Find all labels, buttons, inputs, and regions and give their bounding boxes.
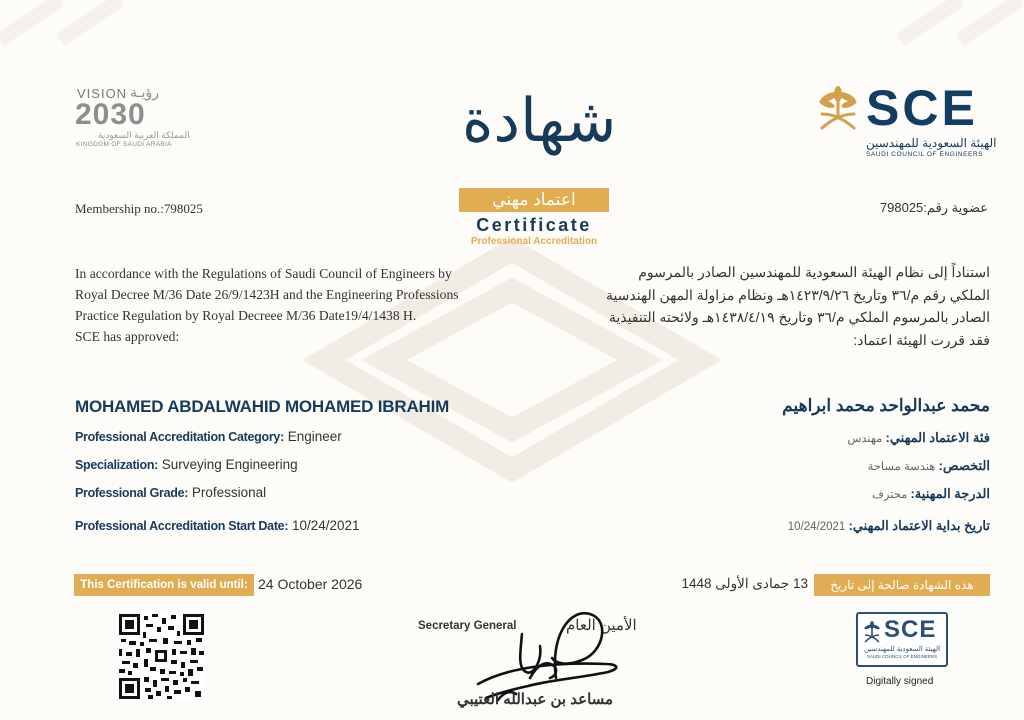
intro-line: SCE has approved:	[75, 329, 180, 344]
intro-line: Practice Regulation by Royal Decreee M/36 Date19/4/1438 H.	[75, 308, 417, 323]
signer-name-ar: مساعد بن عبدالله العتيبي	[457, 691, 614, 708]
sce-logo-name-en: SAUDI COUNCIL OF ENGINEERS	[866, 151, 984, 158]
intro-line-ar: الصادر بالمرسوم الملكي م/٣٦ وتاريخ ١٤٣٨/٤/١٩هـ ولائحته التنفيذية	[608, 309, 990, 325]
field-label-ar: التخصص:	[938, 458, 990, 473]
field-value: 10/24/2021	[288, 518, 360, 533]
intro-line: In accordance with the Regulations of Saudi Council of Engineers by	[75, 266, 452, 281]
accreditation-category-ar	[847, 430, 990, 446]
professional-grade-en	[75, 485, 266, 500]
accreditation-start-date-ar	[788, 518, 990, 534]
vision-kingdom-en: KINGDOM OF SAUDI ARABIA	[76, 141, 172, 148]
field-label: Professional Accreditation Start Date:	[75, 519, 289, 533]
secretary-general-title-en: Secretary General	[418, 620, 517, 632]
certificate-title-en: Certificate	[476, 215, 592, 235]
field-label: Professional Accreditation Category:	[75, 430, 284, 444]
membership-number-ar: عضوية رقم:798025	[879, 200, 988, 215]
field-value-ar: محترف	[871, 489, 911, 501]
field-label-ar: الدرجة المهنية:	[910, 486, 990, 501]
digital-sce-logo-text: SCE	[884, 616, 937, 643]
vision-label: VISION	[77, 86, 128, 101]
specialization-ar	[868, 458, 990, 474]
qr-code-icon[interactable]	[119, 614, 204, 699]
palm-swords-emblem-icon	[862, 620, 882, 644]
palm-swords-emblem-icon	[816, 84, 860, 132]
digital-sce-name-en: SAUDI COUNCIL OF ENGINEERS	[866, 654, 938, 659]
holder-name-ar: محمد عبدالواحد محمد ابراهيم	[782, 396, 990, 415]
professional-accreditation-ar: اعتماد مهني	[492, 190, 576, 209]
holder-name-en: MOHAMED ABDALWAHID MOHAMED IBRAHIM	[75, 397, 450, 416]
certificate-title-ar: شهادة	[462, 86, 617, 156]
field-value-ar: مهندس	[847, 433, 886, 445]
validity-label-en: This Certification is valid until:	[74, 574, 254, 596]
vision-2030-year: 2030	[75, 98, 146, 131]
membership-number-en: Membership no.:798025	[75, 201, 203, 216]
field-value-ar: هندسة مساحة	[867, 461, 939, 473]
field-label: Specialization:	[75, 458, 159, 472]
secretary-general-title-ar: الأمين العام	[566, 617, 637, 634]
digitally-signed-label: Digitally signed	[866, 676, 934, 687]
sce-logo-text: SCE	[866, 80, 978, 136]
field-value: Professional	[188, 485, 267, 500]
intro-line-ar: فقد قررت الهيئة اعتماد:	[853, 331, 990, 348]
validity-date-ar: 13 جمادى الأولى 1448	[681, 576, 808, 591]
specialization-en	[75, 457, 298, 472]
field-label-ar: فئة الاعتماد المهني:	[885, 430, 990, 445]
intro-line-ar: استناداً إلى نظام الهيئة السعودية للمهندسين الصادر بالمرسوم	[638, 264, 990, 280]
field-value-ar: 10/24/2021	[787, 521, 849, 533]
field-value: Engineer	[283, 429, 342, 444]
intro-paragraph-en	[75, 263, 520, 347]
field-value: Surveying Engineering	[158, 457, 298, 472]
accreditation-category-en	[75, 429, 342, 444]
certificate-subtitle: Professional Accreditation	[470, 236, 598, 247]
digital-sce-name-ar: الهيئة السعودية للمهندسين	[863, 646, 941, 653]
intro-paragraph-ar	[540, 261, 990, 351]
intro-line-ar: الملكي رقم م/٣٦ وتاريخ ١٤٢٣/٩/٢٦هـ ونظام مزاولة المهن الهندسية	[605, 286, 990, 303]
field-label: Professional Grade:	[75, 486, 189, 500]
sce-logo-name-ar: الهيئة السعودية للمهندسين	[866, 136, 997, 150]
vision-label-ar: رؤيـة	[130, 84, 160, 100]
validity-label-ar: هذه الشهادة صالحة إلى تاريخ	[814, 574, 990, 596]
vision-kingdom-ar: المملكة العربية السعودية	[98, 130, 190, 140]
intro-line: Royal Decree M/36 Date 26/9/1423H and the Engineering Professions	[75, 287, 459, 302]
field-label-ar: تاريخ بداية الاعتماد المهني:	[848, 518, 990, 533]
validity-date-en: 24 October 2026	[258, 576, 363, 592]
professional-grade-ar	[872, 486, 990, 502]
accreditation-start-date-en	[75, 518, 360, 533]
